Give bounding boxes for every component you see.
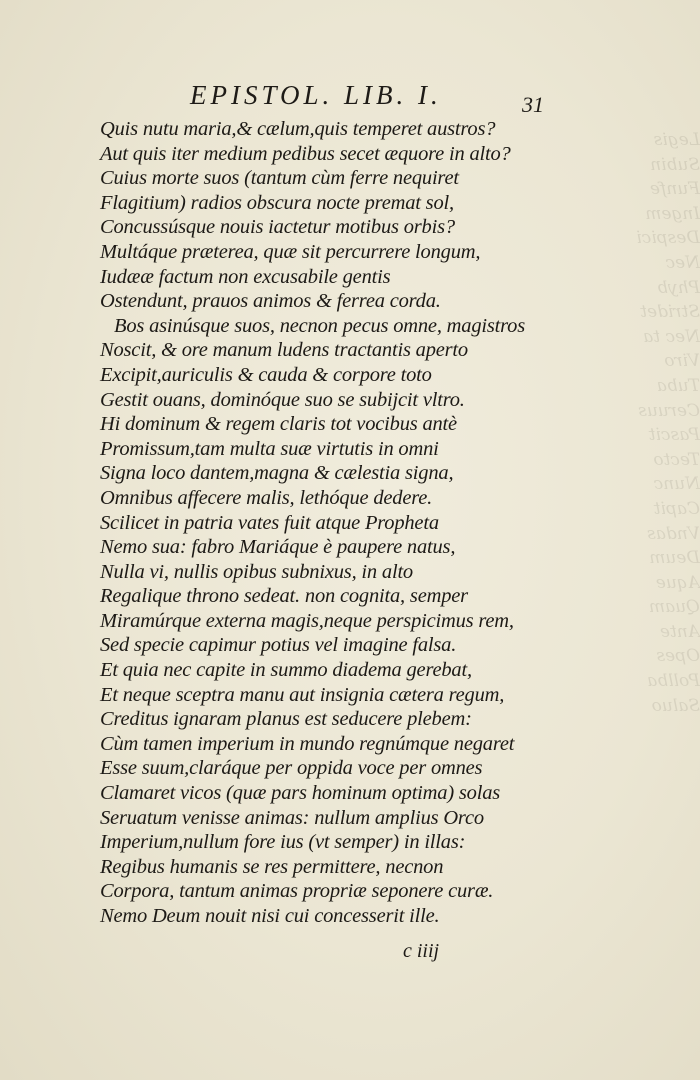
running-head: EPISTOL. LIB. I. [190,80,442,110]
verse-line: Miramúrque externa magis,neque perspicimus rem, [100,609,514,632]
verse-line: Nulla vi, nullis opibus subnixus, in alto [100,560,413,583]
verse-line: Iudææ factum non excusabile gentis [100,265,391,288]
verse-line: Nemo sua: fabro Mariáque è paupere natus, [100,536,456,559]
verse-line: Hi dominum & regem claris tot vocibus antè [100,413,457,436]
verse-line: Excipit,auriculis & cauda & corpore toto [100,363,432,386]
verse-line: Et quia nec capite in summo diadema gerebat, [100,659,472,682]
verse-line: Clamaret vicos (quæ pars hominum optima) solas [100,782,501,805]
verse-line: Flagitium) radios obscura nocte premat sol, [100,191,454,214]
verse-line: Quis nutu maria,& cælum,quis temperet austros? [100,118,496,140]
page-number: 31 [522,92,544,117]
verse-line: Concussúsque nouis iactetur motibus orbis? [100,216,455,239]
verse-line: Seruatum venisse animas: nullum amplius Orco [100,806,484,829]
show-through-text: Legis Subin Funfe Ingem Despici Nec Phyb Stridet Nec ta Viro Tuba Ceruus Pascit Tecto Nunc Capit Vndas Deum Aque Quam Ante Opes Pollba Saluo [636,130,700,716]
verse-line: Imperium,nullum fore ius (vt semper) in illas: [100,831,466,854]
verse-line: Cùm tamen imperium in mundo regnúmque negaret [100,732,515,755]
verse-line: Regalique throno sedeat. non cognita, semper [100,585,468,608]
verse-line: Signa loco dantem,magna & cælestia signa, [100,462,454,485]
verse-line: Et neque sceptra manu aut insignia cætera regum, [100,683,505,706]
verse-line: Bos asinúsque suos, necnon pecus omne, magistros [114,314,526,337]
verse-line: Corpora, tantum animas propriæ seponere curæ. [100,880,494,903]
verse-line: Regibus humanis se res permittere, necnon [100,855,444,878]
verse-line: Multáque præterea, quæ sit percurrere longum, [100,240,481,263]
verse-text [100,117,525,929]
verse-line: Nemo Deum nouit nisi cui concesserit ille. [100,905,440,927]
verse-line: Ostendunt, prauos animos & ferrea corda. [100,290,441,313]
verse-line: Creditus ignaram planus est seducere plebem: [100,708,472,731]
verse-line: Sed specie capimur potius vel imagine falsa. [100,634,457,657]
verse-line: Omnibus affecere malis, lethóque dedere. [100,486,433,509]
verse-line: Gestit ouans, dominóque suo se subijcit vltro. [100,388,465,411]
verse-line: Esse suum,claráque per oppida voce per omnes [100,757,483,780]
signature-mark: c iiij [403,940,440,962]
verse-line: Scilicet in patria vates fuit atque Propheta [100,511,439,534]
verse-line: Aut quis iter medium pedibus secet æquore in alto? [100,142,511,165]
verse-line: Cuius morte suos (tantum cùm ferre nequiret [100,167,459,190]
verse-line: Promissum,tam multa suæ virtutis in omni [100,437,439,460]
verse-line: Noscit, & ore manum ludens tractantis aperto [100,339,468,362]
